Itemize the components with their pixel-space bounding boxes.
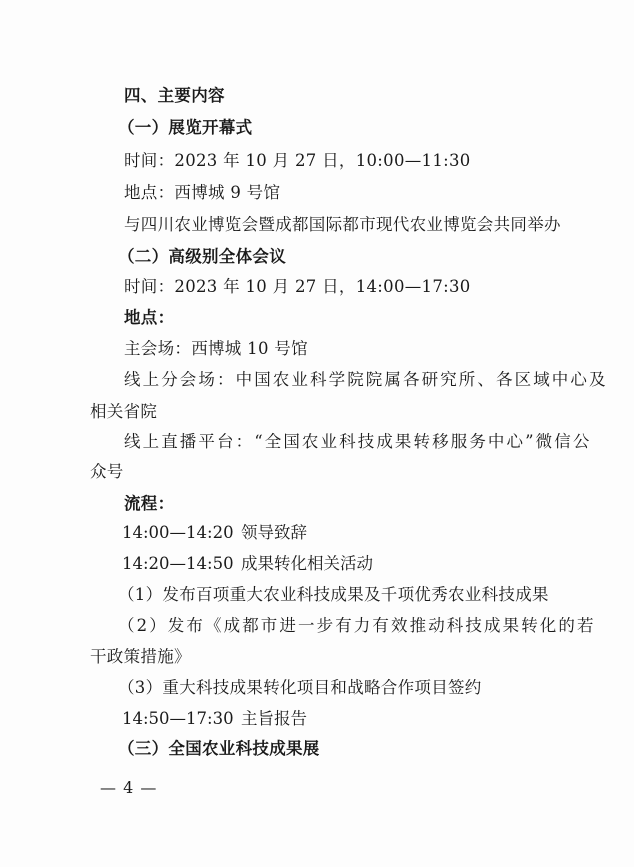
opening-place: 地点：西博城 9 号馆 (124, 183, 281, 202)
agenda-time-3: 14:50—17:30 (122, 709, 234, 728)
subsection-heading-exhibition: （三）全国农业科技成果展 (118, 739, 320, 758)
live-platform-line1: 线上直播平台：“全国农业科技成果转移服务中心”微信公 (124, 432, 592, 451)
activity-1: （1）发布百项重大农业科技成果及千项优秀农业科技成果 (118, 585, 549, 604)
activity-2-line1: （2）发布《成都市进一步有力有效推动科技成果转化的若 (118, 616, 596, 635)
main-venue: 主会场：西博城 10 号馆 (124, 339, 308, 358)
flow-label: 流程： (124, 494, 175, 513)
plenary-time: 时间：2023 年 10 月 27 日，14:00—17:30 (124, 277, 471, 296)
section-heading: 四、主要内容 (124, 86, 225, 105)
agenda-time-1: 14:00—14:20 (122, 523, 234, 542)
page-number: — 4 — (100, 778, 158, 797)
agenda-time-2: 14:20—14:50 (122, 554, 234, 573)
online-venue-line2: 相关省院 (90, 402, 158, 421)
agenda-item-2: 成果转化相关活动 (241, 554, 373, 573)
activity-2-line2: 干政策措施》 (90, 647, 191, 666)
activity-3: （3）重大科技成果转化项目和战略合作项目签约 (118, 678, 482, 697)
plenary-place-label: 地点： (124, 308, 175, 327)
opening-note: 与四川农业博览会暨成都国际都市现代农业博览会共同举办 (124, 215, 561, 234)
subsection-heading-plenary: （二）高级别全体会议 (118, 247, 286, 266)
subsection-heading-opening: （一）展览开幕式 (118, 118, 253, 137)
opening-time: 时间：2023 年 10 月 27 日，10:00—11:30 (124, 151, 471, 170)
online-venue-line1: 线上分会场：中国农业科学院院属各研究所、各区域中心及 (124, 370, 608, 389)
agenda-item-3: 主旨报告 (241, 709, 307, 728)
live-platform-line2: 众号 (90, 462, 124, 481)
agenda-item-1: 领导致辞 (241, 523, 307, 542)
